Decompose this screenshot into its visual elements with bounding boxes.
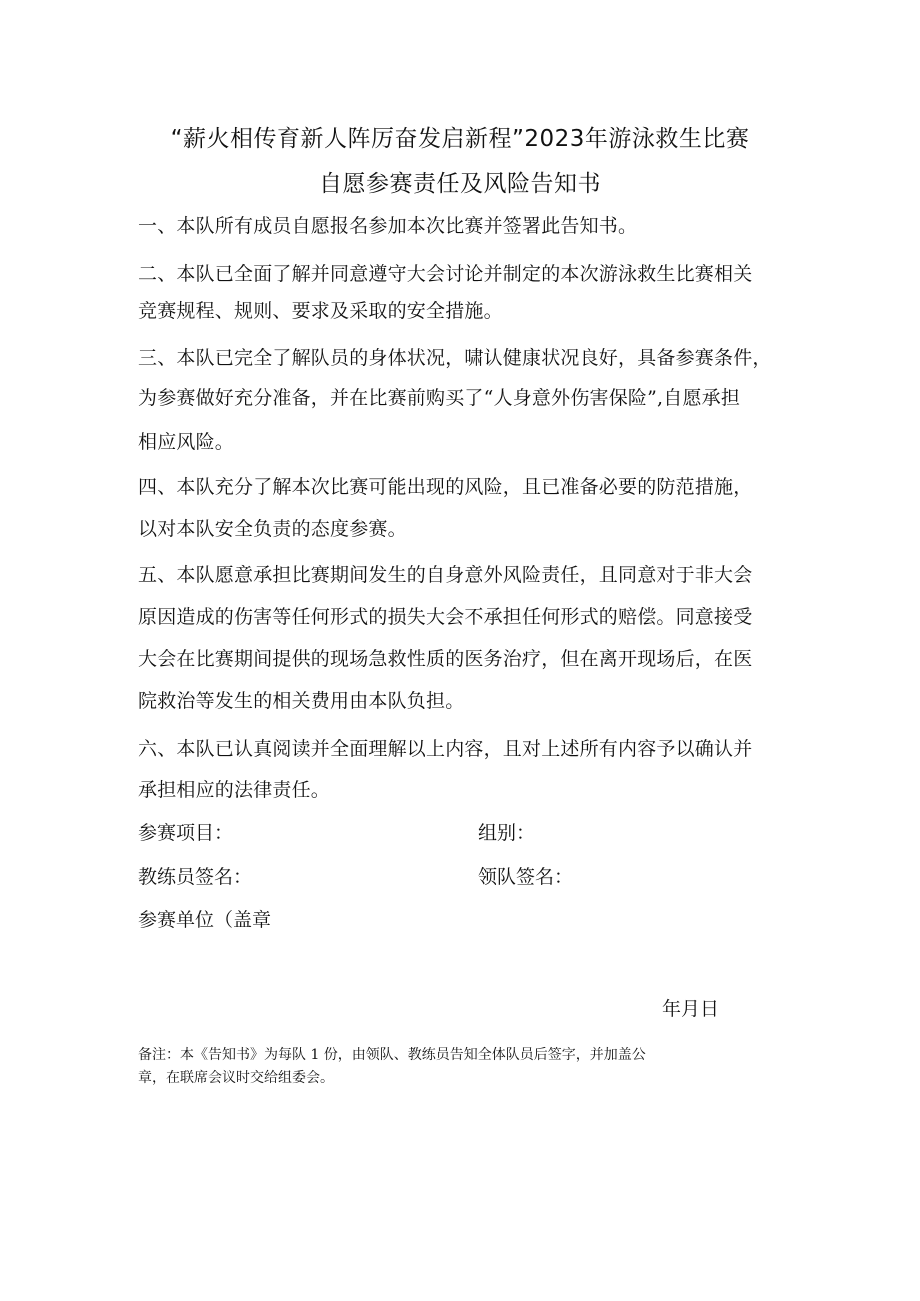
clause-5-line-3: 大会在比赛期间提供的现场急救性质的医务治疗，但在离开现场后，在医 — [138, 648, 753, 670]
event-field-label: 参赛项目： — [138, 822, 234, 844]
document-title-line-2: 自愿参赛责任及风险告知书 — [319, 171, 601, 197]
clause-4-line-1: 四、本队充分了解本次比赛可能出现的风险，且已准备必要的防范措施， — [138, 476, 753, 498]
coach-signature-label: 教练员签名： — [138, 866, 253, 888]
clause-5-line-4: 院救治等发生的相关费用由本队负担。 — [138, 690, 465, 712]
clause-1-line-1: 一、本队所有成员自愿报名参加本次比赛并签署此告知书。 — [138, 215, 638, 237]
note-line-2: 章，在联席会议时交给组委会。 — [138, 1070, 334, 1086]
note-line-1: 备注：本《告知书》为每队 1 份，由领队、教练员告知全体队员后签字，并加盖公 — [138, 1047, 646, 1063]
document-title-line-1: “薪火相传育新人阵厉奋发启新程”2023年游泳救生比赛 — [170, 126, 750, 152]
group-field-label: 组别： — [478, 822, 536, 844]
clause-3-line-3: 相应风险。 — [138, 431, 235, 453]
leader-signature-label: 领队签名： — [478, 866, 574, 888]
clause-6-line-1: 六、本队已认真阅读并全面理解以上内容，且对上述所有内容予以确认并 — [138, 738, 753, 760]
clause-3-line-2: 为参赛做好充分准备，并在比赛前购买了“人身意外伤害保险”,自愿承担 — [138, 387, 741, 409]
clause-2-line-2: 竞赛规程、规则、要求及采取的安全措施。 — [138, 300, 503, 322]
date-line: 年月日 — [662, 998, 720, 1020]
clause-4-line-2: 以对本队安全负责的态度参赛。 — [138, 518, 407, 540]
clause-6-line-2: 承担相应的法律责任。 — [138, 779, 331, 801]
clause-3-line-1: 三、本队已完全了解队员的身体状况，啸认健康状况良好，具备参赛条件， — [138, 347, 772, 369]
unit-seal-label: 参赛单位（盖章 — [138, 909, 272, 931]
clause-2-line-1: 二、本队已全面了解并同意遵守大会讨论并制定的本次游泳救生比赛相关 — [138, 263, 753, 285]
clause-5-line-2: 原因造成的伤害等任何形式的损失大会不承担任何形式的赔偿。同意接受 — [138, 606, 753, 628]
clause-5-line-1: 五、本队愿意承担比赛期间发生的自身意外风险责任，且同意对于非大会 — [138, 564, 753, 586]
